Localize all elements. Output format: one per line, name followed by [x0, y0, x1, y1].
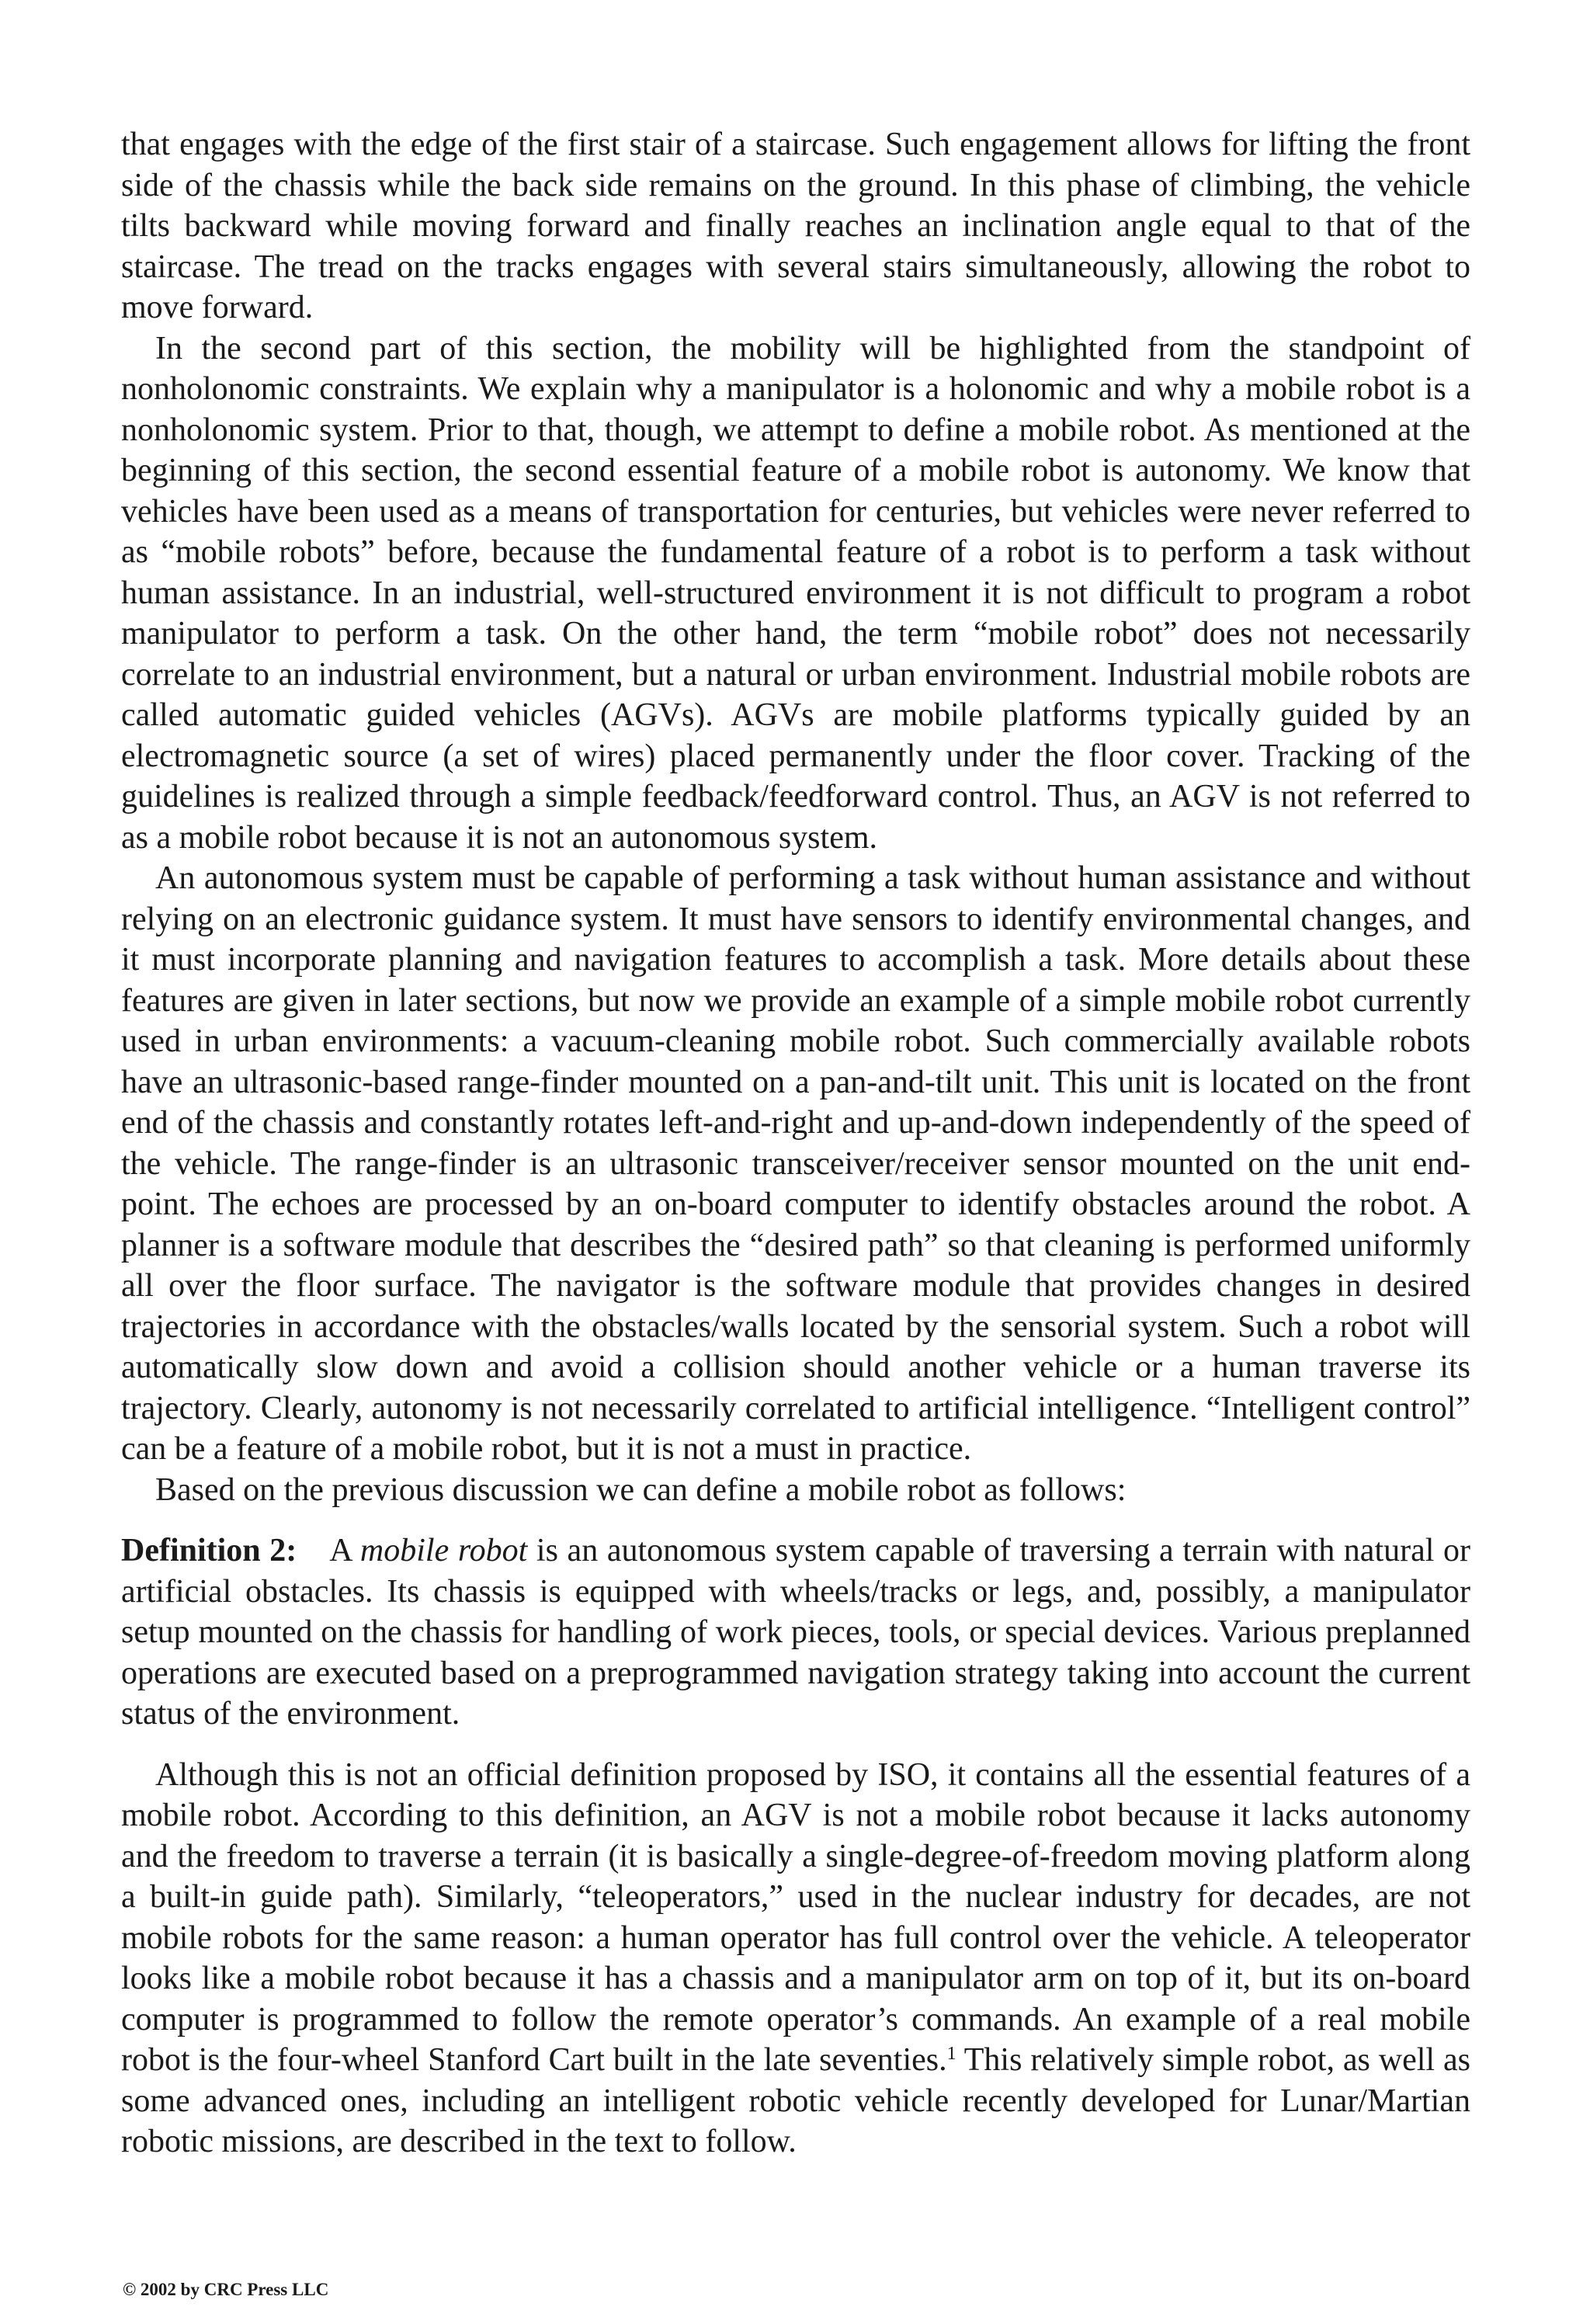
definition-term: mobile robot — [359, 1533, 528, 1568]
footnote-reference: 1 — [946, 2044, 956, 2064]
copyright-footer: © 2002 by CRC Press LLC — [123, 2280, 329, 2299]
definition-body: is an autonomous system capable of traversing a terrain with natural or artificial obstacles. Its chassis is equipped with wheels/tracks or legs, and, possibly, a manipulator setup mounted on the chassis for handling of work pieces, tools, or special devices. Various preplanned operations are executed based on a preprogrammed navigation strategy taking into account the current status of the environment. — [121, 1533, 1471, 1732]
paragraph-define-intro: Based on the previous discussion we can define a mobile robot as follows: — [155, 1471, 1127, 1508]
paragraph-nonholonomic: In the second part of this section, the mobility will be highlighted from the standpoint of nonholonomic constraints. We explain why a manipulator is a holonomic and why a mobile robot is a nonholonomic system. Prior to that, though, we attempt to define a mobile robot. As mentioned at the beginning of this section, the second essential feature of a mobile robot is autonomy. We know that vehicles have been used as a means of transportation for centuries, but vehicles were never referred to as “mobile robots” before, because the fundamental feature of a robot is to perform a task without human assistance. In an industrial, well-structured environment it is not difficult to program a robot manipulator to perform a task. On the other hand, the term “mobile robot” does not necessarily correlate to an industrial environment, but a natural or urban environment. Industrial mobile robots are called automatic guided vehicles (AGVs). AGVs are mobile platforms typically guided by an electromagnetic source (a set of wires) placed permanently under the floor cover. Tracking of the guidelines is realized through a simple feedback/feedforward control. Thus, an AGV is not referred to as a mobile robot because it is not an autonomous system. — [121, 330, 1470, 856]
paragraph-continuation: that engages with the edge of the first stair of a staircase. Such engagement allows for lifting the front side of the chassis while the back side remains on the ground. In this phase of climbing, the vehicle tilts backward while moving forward and finally reaches an inclination angle equal to that of the staircase. The tread on the tracks engages with several stairs simultaneously, allowing the robot to move forward. — [121, 127, 1470, 325]
paragraph-iso-tail: This relatively simple robot, as well as some advanced ones, including an intelligent robotic vehicle recently developed for Lunar/Martian robotic missions, are described in the text to follow. — [121, 2042, 1470, 2159]
definition-lead: A — [329, 1533, 360, 1568]
body-text — [121, 124, 1470, 2162]
definition-label: Definition 2: — [121, 1533, 297, 1568]
paragraph-iso-main: Although this is not an official definition proposed by ISO, it contains all the essential features of a mobile robot. According to this definition, an AGV is not a mobile robot because it lacks autonomy and the freedom to traverse a terrain (it is basically a single-degree-of-freedom moving platform along a built-in guide path). Similarly, “teleoperators,” used in the nuclear industry for decades, are not mobile robots for the same reason: a human operator has full control over the vehicle. A teleoperator looks like a mobile robot because it has a chassis and a manipulator arm on top of it, but its on-board computer is programmed to follow the remote operator’s commands. An example of a real mobile robot is the four-wheel Stanford Cart built in the late seventies. — [121, 1756, 1470, 2078]
definition-block — [121, 1530, 1470, 1735]
paragraph-iso-definition — [121, 1755, 1470, 2162]
paragraph-autonomous-system: An autonomous system must be capable of performing a task without human assistance and without relying on an electronic guidance system. It must have sensors to identify environmental changes, and it must incorporate planning and navigation features to accomplish a task. More details about these features are given in later sections, but now we provide an example of a simple mobile robot currently used in urban environments: a vacuum-cleaning mobile robot. Such commercially available robots have an ultrasonic-based range-finder mounted on a pan-and-tilt unit. This unit is located on the front end of the chassis and constantly rotates left-and-right and up-and-down independently of the speed of the vehicle. The range-finder is an ultrasonic transceiver/receiver sensor mounted on the unit end-point. The echoes are processed by an on-board computer to identify obstacles around the robot. A planner is a software module that describes the “desired path” so that cleaning is performed uniformly all over the floor surface. The navigator is the software module that provides changes in desired trajectories in accordance with the obstacles/walls located by the sensorial system. Such a robot will automatically slow down and avoid a collision should another vehicle or a human traverse its trajectory. Clearly, autonomy is not necessarily correlated to artificial intelligence. “Intelligent control” can be a feature of a mobile robot, but it is not a must in practice. — [121, 860, 1470, 1467]
